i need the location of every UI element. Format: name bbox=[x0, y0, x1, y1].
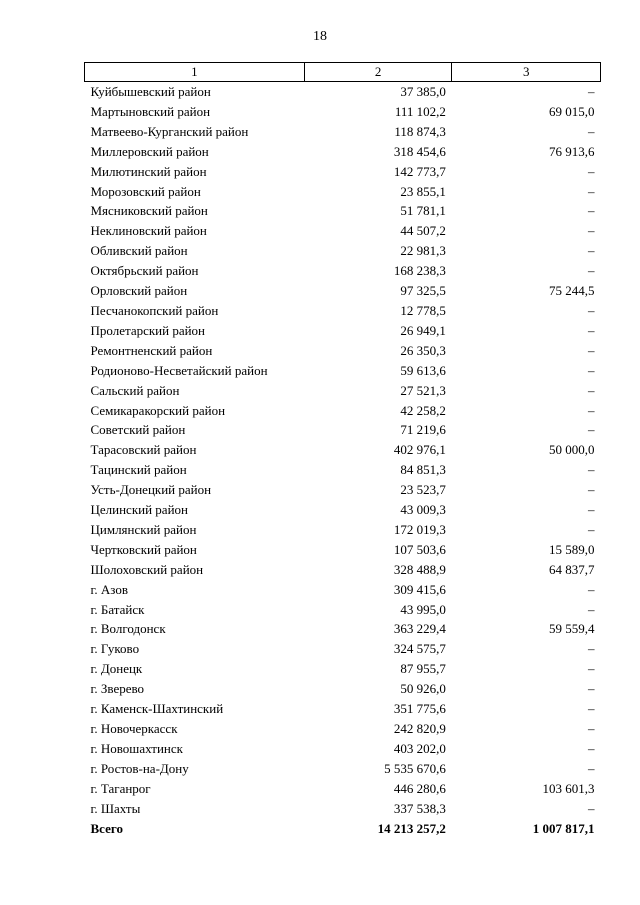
page-number: 18 bbox=[313, 29, 327, 44]
row-name: Тацинский район bbox=[90, 462, 187, 478]
row-value-col3: – bbox=[588, 203, 595, 219]
row-name: Октябрьский район bbox=[90, 263, 199, 279]
table-row bbox=[85, 102, 601, 122]
row-name: Куйбышевский район bbox=[90, 84, 211, 99]
table-row bbox=[85, 719, 601, 739]
row-name: Чертковский район bbox=[90, 541, 197, 557]
row-name: Мясниковский район bbox=[90, 203, 208, 219]
table-row bbox=[85, 540, 601, 560]
row-value-col3: – bbox=[588, 581, 595, 597]
row-value-col3: – bbox=[588, 302, 595, 318]
row-value-col2: 87 955,7 bbox=[400, 661, 446, 677]
row-value-col2: 328 488,9 bbox=[393, 561, 446, 577]
row-value-col2: 23 523,7 bbox=[400, 482, 446, 498]
row-name: Милютинский район bbox=[90, 163, 207, 179]
row-name: Ремонтненский район bbox=[90, 342, 213, 358]
row-name: г. Азов bbox=[90, 581, 128, 597]
row-value-col2: 43 009,3 bbox=[400, 502, 446, 518]
row-value-col2: 42 258,2 bbox=[400, 402, 446, 418]
table-row bbox=[85, 480, 601, 500]
row-value-col2: 242 820,9 bbox=[393, 721, 446, 736]
row-value-col2: 107 503,6 bbox=[393, 541, 446, 557]
row-value-col2: 111 102,2 bbox=[394, 103, 446, 119]
table-row bbox=[85, 361, 601, 381]
row-name: Тарасовский район bbox=[90, 442, 197, 458]
table-row bbox=[85, 679, 601, 699]
row-value-col2: 97 325,5 bbox=[400, 283, 446, 299]
row-value-col3: 76 913,6 bbox=[549, 143, 595, 159]
row-value-col2: 324 575,7 bbox=[393, 641, 446, 657]
row-value-col2: 37 385,0 bbox=[400, 84, 446, 99]
row-value-col3: – bbox=[588, 740, 595, 756]
row-value-col3: – bbox=[588, 322, 595, 338]
table-row bbox=[85, 440, 601, 460]
row-value-col3: – bbox=[588, 760, 595, 776]
row-value-col3: – bbox=[588, 641, 595, 657]
row-value-col2: 337 538,3 bbox=[393, 800, 446, 816]
row-value-col3: 69 015,0 bbox=[549, 103, 595, 119]
row-name: г. Шахты bbox=[90, 800, 141, 816]
row-value-col2: 168 238,3 bbox=[393, 263, 446, 279]
row-value-col3: – bbox=[588, 402, 595, 418]
row-name: Сальский район bbox=[90, 382, 180, 398]
row-value-col2: 403 202,0 bbox=[393, 740, 446, 756]
row-value-col3: – bbox=[588, 701, 595, 717]
table-row bbox=[85, 779, 601, 799]
row-value-col2: 22 981,3 bbox=[400, 243, 446, 259]
row-name: Орловский район bbox=[90, 283, 188, 299]
row-value-col2: 402 976,1 bbox=[393, 442, 446, 458]
row-name: Родионово-Несветайский район bbox=[90, 362, 268, 378]
row-value-col2: 172 019,3 bbox=[393, 521, 446, 537]
row-value-col3: 64 837,7 bbox=[549, 561, 595, 577]
row-value-col3: – bbox=[588, 243, 595, 259]
table-row bbox=[85, 261, 601, 281]
table-row bbox=[85, 201, 601, 221]
table-row bbox=[85, 580, 601, 600]
row-value-col2: 44 507,2 bbox=[400, 223, 446, 239]
row-name: г. Батайск bbox=[90, 601, 145, 617]
row-name: г. Новошахтинск bbox=[90, 740, 183, 756]
row-name: г. Каменск-Шахтинский bbox=[90, 701, 224, 717]
row-value-col3: – bbox=[588, 721, 595, 736]
row-value-col2: 142 773,7 bbox=[393, 163, 446, 179]
table-row bbox=[85, 739, 601, 759]
row-value-col3: – bbox=[588, 342, 595, 358]
row-value-col2: 363 229,4 bbox=[393, 621, 446, 637]
table-row bbox=[85, 162, 601, 182]
row-name: Семикаракорский район bbox=[90, 402, 226, 418]
table-header-row bbox=[85, 63, 601, 82]
table-row bbox=[85, 699, 601, 719]
row-name: Мартыновский район bbox=[90, 103, 211, 119]
table-header bbox=[85, 63, 601, 82]
row-value-col3: – bbox=[588, 521, 595, 537]
row-value-col3: – bbox=[588, 382, 595, 398]
row-value-col3: – bbox=[588, 681, 595, 697]
row-name: Цимлянский район bbox=[90, 521, 197, 537]
row-value-col3: – bbox=[588, 183, 595, 199]
table-row bbox=[85, 759, 601, 779]
table-row bbox=[85, 281, 601, 301]
row-name: Целинский район bbox=[90, 502, 188, 518]
table-row bbox=[85, 500, 601, 520]
table-total-row bbox=[85, 819, 601, 839]
row-value-col3: – bbox=[588, 163, 595, 179]
row-name: Песчанокопский район bbox=[90, 302, 219, 318]
row-value-col3: – bbox=[588, 661, 595, 677]
row-value-col2: 59 613,6 bbox=[400, 362, 446, 378]
row-name: г. Волгодонск bbox=[90, 621, 166, 637]
row-value-col2: 27 521,3 bbox=[400, 382, 446, 398]
row-name: Шолоховский район bbox=[90, 561, 204, 577]
table-row bbox=[85, 241, 601, 261]
row-name: Советский район bbox=[90, 422, 186, 438]
table-row bbox=[85, 122, 601, 142]
row-name: г. Донецк bbox=[90, 661, 143, 677]
budget-table bbox=[84, 62, 601, 838]
table-row bbox=[85, 401, 601, 421]
table-row bbox=[85, 321, 601, 341]
table-row bbox=[85, 82, 601, 102]
row-value-col2: 43 995,0 bbox=[400, 601, 446, 617]
row-value-col3: 59 559,4 bbox=[549, 621, 595, 637]
row-name: Миллеровский район bbox=[90, 143, 209, 159]
row-name: Обливский район bbox=[90, 243, 188, 259]
row-name: г. Зверево bbox=[90, 681, 145, 697]
row-value-col3: – bbox=[588, 123, 595, 139]
table-body bbox=[85, 82, 601, 839]
row-value-col2: 318 454,6 bbox=[393, 143, 446, 159]
row-name: Пролетарский район bbox=[90, 322, 206, 338]
row-value-col3: – bbox=[588, 601, 595, 617]
row-value-col2: 309 415,6 bbox=[393, 581, 446, 597]
row-value-col2: 12 778,5 bbox=[400, 302, 446, 318]
row-name: г. Гуково bbox=[90, 641, 140, 657]
table-row bbox=[85, 182, 601, 202]
row-value-col3: 15 589,0 bbox=[549, 541, 595, 557]
row-value-col2: 84 851,3 bbox=[400, 462, 446, 478]
table-row bbox=[85, 639, 601, 659]
total-value-col3: 1 007 817,1 bbox=[532, 820, 595, 836]
total-label: Всего bbox=[90, 820, 123, 836]
row-value-col3: – bbox=[588, 84, 595, 99]
table-row bbox=[85, 420, 601, 440]
row-name: г. Ростов-на-Дону bbox=[90, 760, 189, 776]
table-row bbox=[85, 659, 601, 679]
row-value-col2: 26 350,3 bbox=[400, 342, 446, 358]
row-value-col3: – bbox=[588, 362, 595, 378]
row-value-col3: 103 601,3 bbox=[542, 780, 595, 796]
table-row bbox=[85, 600, 601, 620]
table-row bbox=[85, 619, 601, 639]
row-value-col3: – bbox=[588, 263, 595, 279]
row-name: Матвеево-Курганский район bbox=[90, 123, 249, 139]
table-row bbox=[85, 460, 601, 480]
row-value-col2: 5 535 670,6 bbox=[384, 760, 446, 776]
total-value-col2: 14 213 257,2 bbox=[377, 820, 446, 836]
row-value-col3: – bbox=[588, 502, 595, 518]
table-row bbox=[85, 301, 601, 321]
row-name: Неклиновский район bbox=[90, 223, 207, 239]
row-value-col2: 23 855,1 bbox=[400, 183, 446, 199]
table-row bbox=[85, 341, 601, 361]
column-header-3: 3 bbox=[452, 63, 601, 82]
row-value-col2: 446 280,6 bbox=[393, 780, 446, 796]
row-value-col2: 351 775,6 bbox=[393, 701, 446, 717]
row-value-col3: – bbox=[588, 462, 595, 478]
table-row bbox=[85, 520, 601, 540]
row-value-col3: 75 244,5 bbox=[549, 283, 595, 299]
row-value-col2: 26 949,1 bbox=[400, 322, 446, 338]
column-header-2: 2 bbox=[304, 63, 452, 82]
row-value-col3: – bbox=[588, 800, 595, 816]
row-name: г. Новочеркасск bbox=[90, 721, 178, 736]
column-header-1: 1 bbox=[85, 63, 305, 82]
row-value-col2: 50 926,0 bbox=[400, 681, 446, 697]
row-name: Морозовский район bbox=[90, 183, 201, 199]
row-name: г. Таганрог bbox=[90, 780, 151, 796]
row-name: Усть-Донецкий район bbox=[90, 482, 212, 498]
table-row bbox=[85, 381, 601, 401]
row-value-col3: – bbox=[588, 482, 595, 498]
table-row bbox=[85, 142, 601, 162]
table-row bbox=[85, 799, 601, 819]
row-value-col3: 50 000,0 bbox=[549, 442, 595, 458]
row-value-col2: 71 219,6 bbox=[400, 422, 446, 438]
row-value-col2: 51 781,1 bbox=[400, 203, 446, 219]
row-value-col3: – bbox=[588, 223, 595, 239]
table-row bbox=[85, 560, 601, 580]
table-row bbox=[85, 221, 601, 241]
row-value-col2: 118 874,3 bbox=[394, 123, 446, 139]
row-value-col3: – bbox=[588, 422, 595, 438]
